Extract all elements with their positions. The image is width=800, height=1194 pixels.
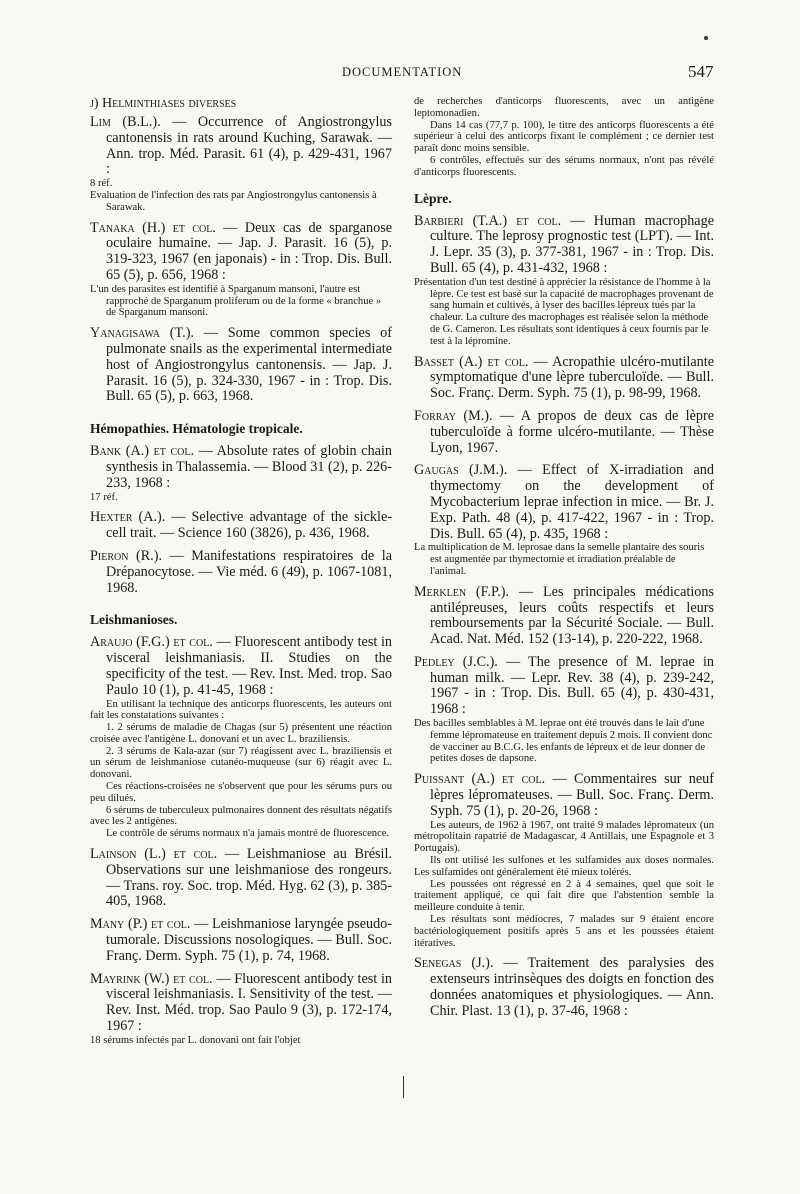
entry-author: Pieron (R.). [90,547,162,564]
running-title: DOCUMENTATION [342,65,463,79]
entry-author: Tanaka (H.) et col. [90,219,216,236]
bibliography-entry-tanaka [90,221,392,320]
right-column [414,96,714,1020]
entry-citation: — Fluorescent antibody test in visceral leishmaniasis. II. Studies on the specificity of the test. — Rev. Inst. Med. trop. Sao Paulo 10 (1), p. 41-45, 1968 : [106,634,392,698]
bibliography-entry-senegas [414,956,714,1019]
bibliography-entry-puissant [414,772,714,949]
entry-citation: — Commentaires sur neuf lèpres lépromateuses. — Bull. Soc. Franç. Derm. Syph. 75 (1), p. 20-26, 1968 : [430,771,715,819]
bibliography-entry-basset [414,355,714,402]
entry-citation: — Traitement des paralysies des extenseurs intrinsèques des doigts en fonction des données anatomiques et physiologiques. — Ann. Chir. Plast. 13 (1), p. 37-46, 1968 : [430,955,714,1019]
entry-citation: — Human macrophage culture. The leprosy prognostic test (LPT). — Int. J. Lepr. 35 (3), p. 377-381, 1967 - in : Trop. Dis. Bull. 65 (4), p. 431-432, 1968 : [430,212,714,276]
entry-note: Dans 14 cas (77,7 p. 100), le titre des anticorps fluorescents a été supérieur à celui des anticorps fixant le complément ; ce dernier test paraît donc moins sensible. [414,119,714,155]
left-column [90,96,392,1047]
entry-author: Senegas (J.). [414,955,494,972]
bibliography-entry-pedley [414,655,714,765]
entry-author: Puissant (A.) et col. [414,771,546,788]
section-heading-helminthiases: j) Helminthiases diverses [90,96,237,111]
entry-author: Pedley (J.C.). [414,653,498,670]
entry-citation: — Absolute rates of globin chain synthesis in Thalassemia. — Blood 31 (2), p. 226-233, 1968 : [106,443,392,491]
page-header [0,62,800,84]
entry-author: Lainson (L.) et col. [90,846,218,863]
entry-note: La multiplication de M. leprosae dans la semelle plantaire des souris est augmentée par thymectomie et irradiation préalable de l'animal. [414,542,705,577]
entry-author: Araujo (F.G.) et col. [90,634,213,651]
page-number: 547 [688,62,714,81]
print-speck [704,36,708,40]
entry-note: Des bacilles semblables à M. leprae ont été trouvés dans le lait d'une femme lépromateuse en traitement depuis 2 mois. Il convient donc de vacciner au B.C.G. les enfants de lépreux et de leur donner de petites doses de dapsone. [414,718,713,765]
entry-citation: — Manifestations respiratoires de la Drépanocytose. — Vie méd. 6 (49), p. 1067-1081, 1968. [106,547,392,596]
entry-note: Ils ont utilisé les sulfones et les sulfamides aux doses normales. Les sulfamides ont généralement été mieux tolérés. [414,855,714,878]
entry-author: Mayrink (W.) et col. [90,970,213,987]
entry-author: Gaugas (J.M.). [414,462,508,479]
bibliography-entry-gaugas [414,463,714,577]
entry-note: Les résultats sont médiocres, 7 malades sur 9 étaient encore bactériologiquement positifs après 5 ans et les poussées étaient itératives. [414,914,714,949]
entry-note: 2. 3 sérums de Kala-azar (sur 7) réagissent avec L. braziliensis et un sérum de leishmaniose cutanéo-muqueuse (sur 6) réagit avec L. donovani. [90,745,392,781]
column-divider [403,1076,404,1098]
bibliography-entry-hexter [90,510,392,542]
entry-citation: — Occurrence of Angiostrongylus cantonensis in rats around Kuching, Sarawak. — Ann. trop. Méd. Parasit. 61 (4), p. 429-431, 1967 : [106,114,392,178]
section-heading-lepre: Lèpre. [414,190,452,206]
entry-author: Forray (M.). [414,407,493,424]
bibliography-entry-merklen [414,585,714,648]
entry-citation: — A propos de deux cas de lèpre tuberculoïde à forme ulcéro-mutilante. — Thèse Lyon, 1967. [430,407,714,456]
bibliography-entry-many [90,917,392,964]
bibliography-entry-lainson [90,847,392,910]
entry-citation: — Some common species of pulmonate snails as the experimental intermediate host of Angiostrongylus cantonensis. — Jap. J. Parasit. 16 (5), p. 324-330, 1967 - in : Trop. Dis. Bull. 65 (5), p. 663, 1968. [106,325,392,405]
entry-citation: — Acropathie ulcéro-mutilante symptomatique d'une lèpre tuberculoïde. — Bull. Soc. Franç. Derm. Syph. 75 (1), p. 98-99, 1968. [430,353,714,402]
bibliography-entry-pieron [90,549,392,596]
entry-note: Ces réactions-croisées ne s'observent que pour les sérums purs ou peu dilués. [90,781,392,804]
entry-author: Lim (B.L.). [90,114,161,130]
entry-note: 1. 2 sérums de maladie de Chagas (sur 5) présentent une réaction croisée avec l'antigène L. donovani et un avec L. braziliensis. [90,722,392,745]
entry-note: Les auteurs, de 1962 à 1967, ont traité 9 malades lépromateux (un métropolitain rapatrié de Madagascar, 4 Antillais, une Espagnole et 3 Portugais). [414,819,714,855]
section-heading-leishmanioses: Leishmanioses. [90,612,178,628]
entry-note: 8 réf. [90,178,113,190]
entry-author: Bank (A.) et col. [90,443,195,460]
entry-note: Evaluation de l'infection des rats par Angiostrongylus cantonensis à Sarawak. [90,189,377,213]
entry-note: Le contrôle de sérums normaux n'a jamais montré de fluorescence. [106,828,390,840]
bibliography-entry-araujo [90,635,392,840]
entry-citation: — Fluorescent antibody test in visceral leishmaniasis. I. Sensitivity of the test. — Rev. Inst. Méd. trop. Sao Paulo 9 (3), p. 172-174, 1967 : [106,970,392,1035]
bibliography-entry-barbieri [414,214,714,348]
entry-note: 6 contrôles, effectués sur des sérums normaux, n'ont pas révélé d'anticorps fluorescents. [414,154,714,178]
entry-author: Basset (A.) et col. [414,353,529,370]
entry-author: Yanagisawa (T.). [90,325,194,342]
entry-note: L'un des parasites est identifié à Sparganum mansoni, l'autre est rapproché de Sparganum proliferum ou de la forme « branchue » de Sparganum mansoni. [90,283,382,319]
bibliography-entry-mayrink [90,972,392,1047]
entry-citation: — Leishmaniose au Brésil. Observations sur une leishmaniose des rongeurs. — Trans. roy. Soc. trop. Méd. Hyg. 62 (3), p. 385-405, 1968. [106,846,392,910]
entry-note: 6 sérums de tuberculeux pulmonaires donnent des résultats négatifs avec les 2 antigènes. [90,804,392,828]
entry-note: de recherches d'anticorps fluorescents, avec un antigène leptomonadien. [414,96,714,119]
bibliography-entry-forray [414,409,714,456]
entry-author: Barbieri (T.A.) et col. [414,212,562,229]
entry-note: Les poussées ont régressé en 2 à 4 semaines, quel que soit le traitement appliqué, ce qui fait dire que l'abstention semble la meilleure conduite à tenir. [414,878,714,914]
entry-citation: — Les principales médications antilépreuses, leurs coûts respectifs et leurs remboursements par la Sécurité Sociale. — Bull. Acad. Nat. Méd. 152 (13-14), p. 220-222, 1968. [430,583,714,648]
bibliography-entry-yanagisawa [90,326,392,405]
entry-citation: — Deux cas de sparganose oculaire humaine. — Jap. J. Parasit. 16 (5), p. 319-323, 1967 (en japonais) - in : Trop. Dis. Bull. 65 (5), p. 656, 1968 : [106,219,393,283]
bibliography-entry-bank [90,444,392,503]
entry-author: Hexter (A.). [90,509,166,526]
entry-note: En utilisant la technique des anticorps fluorescents, les auteurs ont fait les constatations suivantes : [90,698,392,722]
entry-author: Many (P.) et col. [90,916,191,933]
entry-author: Merklen (F.P.). [414,583,510,600]
entry-citation: — The presence of M. leprae in human milk. — Lepr. Rev. 38 (4), p. 239-242, 1967 - in : Trop. Dis. Bull. 65 (4), p. 430-431, 1968 : [430,653,714,718]
entry-note: 17 réf. [90,491,118,503]
bibliography-entry-lim [90,115,392,214]
continued-note-mayrink [414,96,714,179]
entry-citation: — Leishmaniose laryngée pseudo-tumorale. Discussions nosologiques. — Bull. Soc. Franç. Derm. Syph. 75 (1), p. 74, 1968. [106,916,392,964]
entry-note: Présentation d'un test destiné à apprécier la résistance de l'homme à la lèpre. Ce test est basé sur la capacité de macrophages provenant de sang humain et cultivés, à lyser des bacilles lépreux tués par la chaleur. La culture des macrophages est réalisée selon la méthode de G. Cameron. Les résultats sont identiques à ceux fournis par le test à la lépromine. [414,276,714,347]
entry-note: 18 sérums infectés par L. donovani ont fait l'objet [90,1034,301,1046]
section-heading-hemopathies: Hémopathies. Hématologie tropicale. [90,421,303,437]
entry-citation: — Selective advantage of the sickle-cell trait. — Science 160 (3826), p. 436, 1968. [106,509,392,542]
entry-citation: — Effect of X-irradiation and thymectomy on the development of Mycobacterium leprae infection in mice. — Br. J. Exp. Path. 48 (4), p. 417-422, 1967 - in : Trop. Dis. Bull. 65 (4), p. 435, 1968 : [430,462,714,542]
